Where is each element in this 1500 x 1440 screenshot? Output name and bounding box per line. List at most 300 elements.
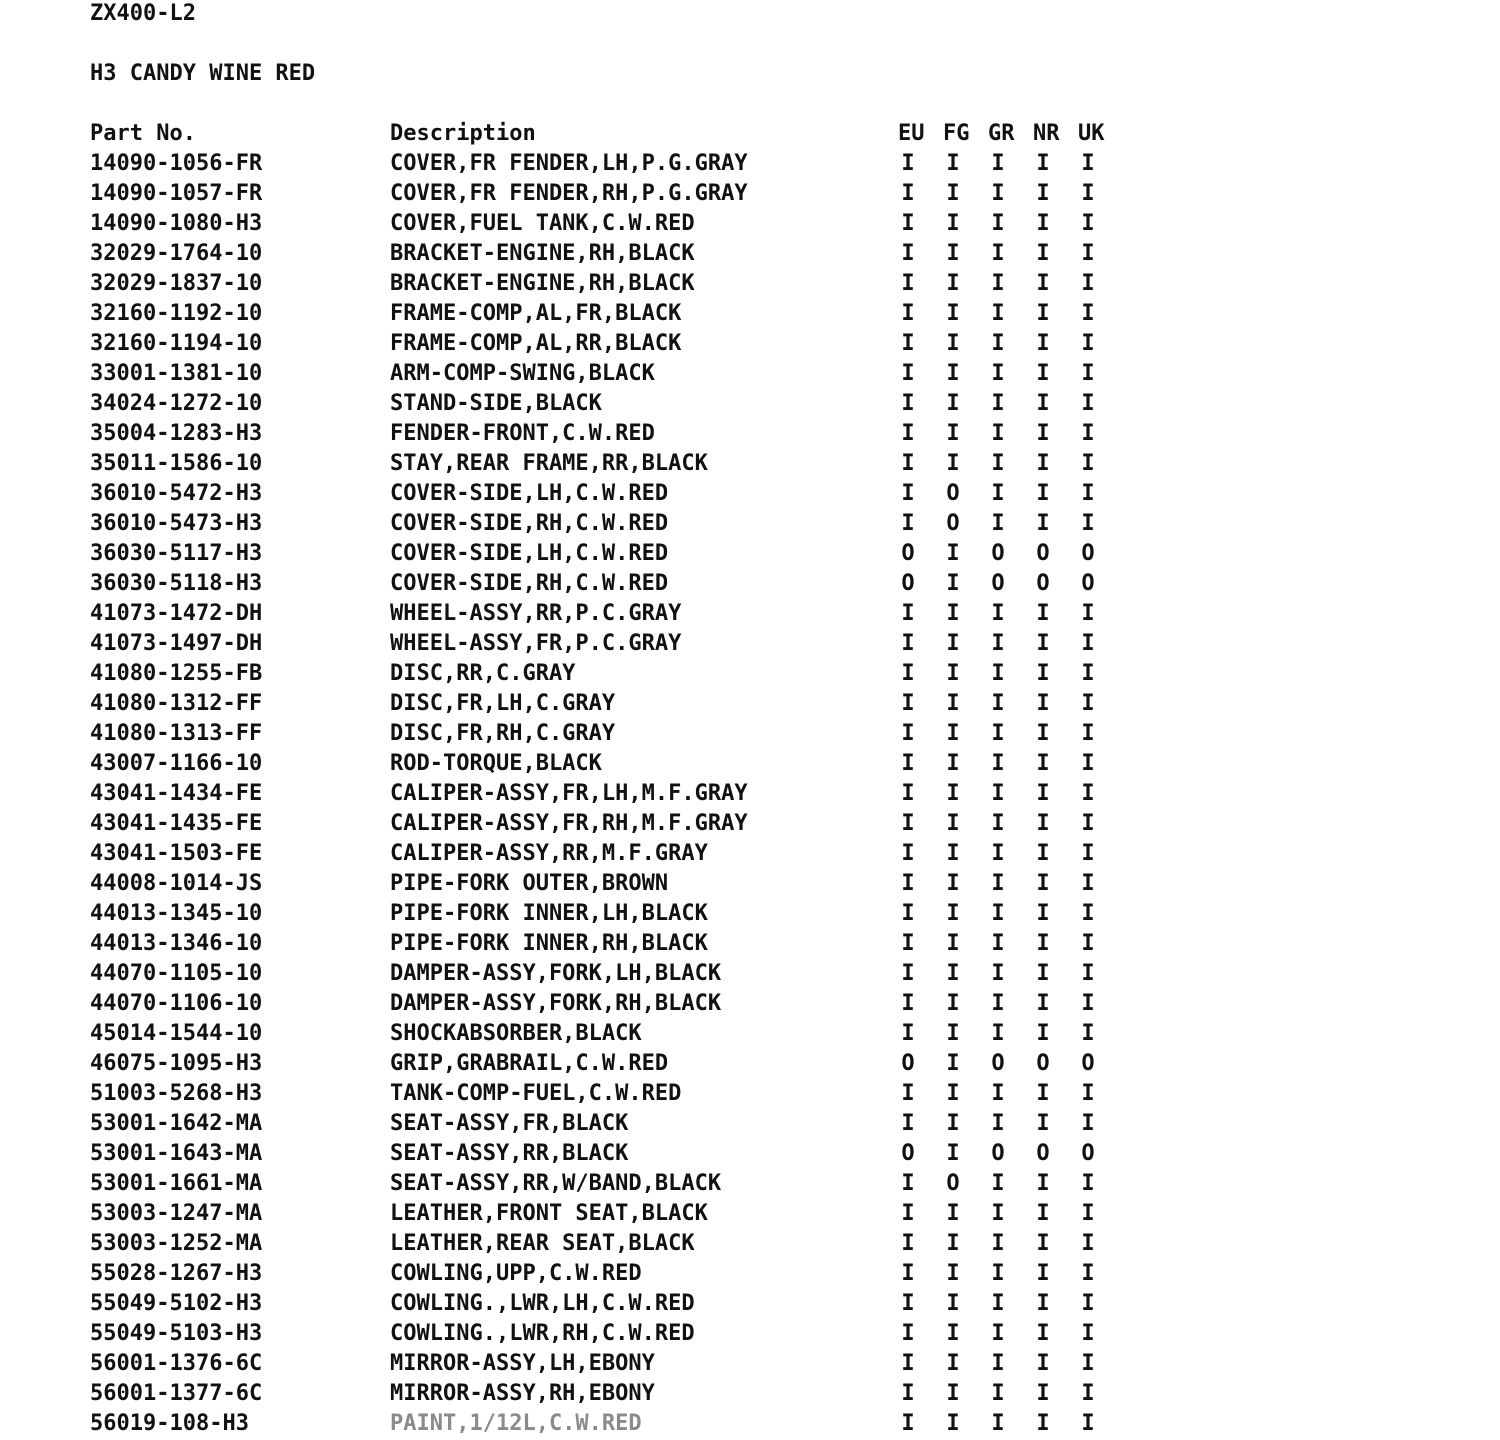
region-flag-gr: I	[991, 931, 1005, 956]
region-flag-nr: I	[1036, 151, 1050, 176]
part-number: 53001-1661-MA	[90, 1171, 263, 1196]
table-row	[0, 599, 1500, 629]
table-row	[0, 1319, 1500, 1349]
region-flag-eu: I	[901, 751, 915, 776]
region-flag-uk: I	[1081, 1351, 1095, 1376]
region-flag-gr: I	[991, 1381, 1005, 1406]
region-flag-gr: I	[991, 961, 1005, 986]
region-flag-fg: O	[946, 481, 960, 506]
part-description: FENDER-FRONT,C.W.RED	[390, 421, 655, 446]
region-flag-nr: I	[1036, 871, 1050, 896]
region-flag-eu: I	[901, 781, 915, 806]
table-row	[0, 1409, 1500, 1439]
table-row	[0, 659, 1500, 689]
table-row	[0, 569, 1500, 599]
region-flag-uk: I	[1081, 481, 1095, 506]
region-flag-uk: I	[1081, 811, 1095, 836]
region-flag-nr: I	[1036, 181, 1050, 206]
part-number: 44070-1106-10	[90, 991, 263, 1016]
region-flag-nr: I	[1036, 631, 1050, 656]
part-description: PIPE-FORK OUTER,BROWN	[390, 871, 669, 896]
header-region-fg: FG	[943, 121, 970, 146]
part-number: 34024-1272-10	[90, 391, 263, 416]
region-flag-fg: I	[946, 1351, 960, 1376]
region-flag-fg: O	[946, 1171, 960, 1196]
color-variant-title: H3 CANDY WINE RED	[90, 61, 316, 86]
region-flag-uk: I	[1081, 901, 1095, 926]
region-flag-fg: I	[946, 871, 960, 896]
region-flag-eu: O	[901, 1051, 915, 1076]
region-flag-fg: I	[946, 331, 960, 356]
table-row	[0, 449, 1500, 479]
region-flag-gr: I	[991, 361, 1005, 386]
region-flag-gr: I	[991, 661, 1005, 686]
part-description: MIRROR-ASSY,LH,EBONY	[390, 1351, 655, 1376]
region-flag-gr: I	[991, 721, 1005, 746]
region-flag-eu: I	[901, 331, 915, 356]
part-number: 53003-1252-MA	[90, 1231, 263, 1256]
part-number: 36030-5117-H3	[90, 541, 263, 566]
region-flag-eu: I	[901, 1081, 915, 1106]
part-number: 51003-5268-H3	[90, 1081, 263, 1106]
part-description: CALIPER-ASSY,RR,M.F.GRAY	[390, 841, 708, 866]
part-number: 33001-1381-10	[90, 361, 263, 386]
table-row	[0, 1289, 1500, 1319]
part-description: STAY,REAR FRAME,RR,BLACK	[390, 451, 708, 476]
part-number: 53001-1642-MA	[90, 1111, 263, 1136]
region-flag-eu: I	[901, 901, 915, 926]
region-flag-uk: I	[1081, 961, 1095, 986]
part-description: COVER,FR FENDER,LH,P.G.GRAY	[390, 151, 748, 176]
region-flag-gr: I	[991, 511, 1005, 536]
region-flag-nr: I	[1036, 1111, 1050, 1136]
region-flag-nr: I	[1036, 751, 1050, 776]
region-flag-uk: I	[1081, 391, 1095, 416]
part-number: 36010-5473-H3	[90, 511, 263, 536]
part-description: DISC,FR,RH,C.GRAY	[390, 721, 616, 746]
region-flag-eu: I	[901, 871, 915, 896]
part-description: DAMPER-ASSY,FORK,RH,BLACK	[390, 991, 722, 1016]
region-flag-fg: I	[946, 1141, 960, 1166]
table-row	[0, 389, 1500, 419]
region-flag-fg: I	[946, 991, 960, 1016]
region-flag-gr: I	[991, 481, 1005, 506]
region-flag-nr: I	[1036, 331, 1050, 356]
part-description: STAND-SIDE,BLACK	[390, 391, 602, 416]
region-flag-gr: I	[991, 181, 1005, 206]
part-number: 36030-5118-H3	[90, 571, 263, 596]
region-flag-nr: I	[1036, 421, 1050, 446]
region-flag-nr: I	[1036, 1321, 1050, 1346]
region-flag-nr: I	[1036, 1261, 1050, 1286]
table-row	[0, 209, 1500, 239]
region-flag-nr: O	[1036, 571, 1050, 596]
region-flag-fg: I	[946, 361, 960, 386]
part-number: 56019-108-H3	[90, 1411, 249, 1436]
part-description: SEAT-ASSY,FR,BLACK	[390, 1111, 629, 1136]
region-flag-uk: I	[1081, 361, 1095, 386]
region-flag-fg: I	[946, 1291, 960, 1316]
region-flag-fg: I	[946, 931, 960, 956]
region-flag-uk: I	[1081, 781, 1095, 806]
region-flag-gr: I	[991, 1261, 1005, 1286]
region-flag-uk: I	[1081, 1231, 1095, 1256]
table-row	[0, 329, 1500, 359]
region-flag-gr: O	[991, 1141, 1005, 1166]
region-flag-eu: I	[901, 1201, 915, 1226]
header-region-nr: NR	[1033, 121, 1060, 146]
region-flag-uk: I	[1081, 1021, 1095, 1046]
region-flag-gr: I	[991, 1351, 1005, 1376]
region-flag-gr: I	[991, 841, 1005, 866]
region-flag-nr: I	[1036, 1351, 1050, 1376]
part-description: WHEEL-ASSY,RR,P.C.GRAY	[390, 601, 682, 626]
part-number: 55049-5103-H3	[90, 1321, 263, 1346]
region-flag-eu: I	[901, 391, 915, 416]
region-flag-gr: I	[991, 271, 1005, 296]
region-flag-gr: I	[991, 451, 1005, 476]
table-row	[0, 479, 1500, 509]
part-description: DISC,RR,C.GRAY	[390, 661, 576, 686]
table-row	[0, 839, 1500, 869]
part-number: 41080-1313-FF	[90, 721, 263, 746]
region-flag-gr: I	[991, 901, 1005, 926]
region-flag-nr: I	[1036, 991, 1050, 1016]
region-flag-gr: I	[991, 691, 1005, 716]
part-number: 36010-5472-H3	[90, 481, 263, 506]
part-number: 44013-1346-10	[90, 931, 263, 956]
part-number: 55049-5102-H3	[90, 1291, 263, 1316]
part-description: WHEEL-ASSY,FR,P.C.GRAY	[390, 631, 682, 656]
region-flag-uk: I	[1081, 1321, 1095, 1346]
region-flag-gr: I	[991, 301, 1005, 326]
region-flag-nr: I	[1036, 391, 1050, 416]
region-flag-gr: I	[991, 1321, 1005, 1346]
region-flag-nr: I	[1036, 1021, 1050, 1046]
part-number: 14090-1056-FR	[90, 151, 263, 176]
table-row	[0, 1019, 1500, 1049]
part-description: DAMPER-ASSY,FORK,LH,BLACK	[390, 961, 722, 986]
region-flag-gr: I	[991, 151, 1005, 176]
region-flag-eu: I	[901, 661, 915, 686]
region-flag-fg: I	[946, 1411, 960, 1436]
region-flag-gr: I	[991, 601, 1005, 626]
region-flag-uk: I	[1081, 1411, 1095, 1436]
region-flag-fg: I	[946, 1261, 960, 1286]
part-description: COVER,FUEL TANK,C.W.RED	[390, 211, 695, 236]
table-row	[0, 1169, 1500, 1199]
table-row	[0, 719, 1500, 749]
part-description: SHOCKABSORBER,BLACK	[390, 1021, 642, 1046]
table-row	[0, 1049, 1500, 1079]
part-description: ARM-COMP-SWING,BLACK	[390, 361, 655, 386]
region-flag-eu: I	[901, 1261, 915, 1286]
table-row	[0, 989, 1500, 1019]
region-flag-fg: I	[946, 1231, 960, 1256]
region-flag-fg: I	[946, 961, 960, 986]
part-description: PAINT,1/12L,C.W.RED	[390, 1411, 642, 1436]
table-row	[0, 1259, 1500, 1289]
table-row	[0, 809, 1500, 839]
region-flag-uk: O	[1081, 1051, 1095, 1076]
region-flag-eu: I	[901, 961, 915, 986]
parts-table-body	[0, 149, 1500, 1439]
region-flag-eu: I	[901, 1321, 915, 1346]
table-row	[0, 899, 1500, 929]
region-flag-fg: I	[946, 1021, 960, 1046]
region-flag-gr: I	[991, 331, 1005, 356]
region-flag-eu: I	[901, 631, 915, 656]
region-flag-nr: I	[1036, 301, 1050, 326]
part-description: COVER-SIDE,LH,C.W.RED	[390, 541, 669, 566]
part-description: LEATHER,REAR SEAT,BLACK	[390, 1231, 695, 1256]
model-code: ZX400-L2	[90, 1, 196, 26]
part-number: 14090-1080-H3	[90, 211, 263, 236]
table-row	[0, 869, 1500, 899]
table-row	[0, 179, 1500, 209]
region-flag-nr: I	[1036, 1381, 1050, 1406]
part-number: 44008-1014-JS	[90, 871, 263, 896]
region-flag-eu: I	[901, 301, 915, 326]
region-flag-gr: I	[991, 1201, 1005, 1226]
table-row	[0, 359, 1500, 389]
region-flag-fg: I	[946, 811, 960, 836]
region-flag-eu: O	[901, 1141, 915, 1166]
part-description: COWLING,UPP,C.W.RED	[390, 1261, 642, 1286]
part-number: 43041-1503-FE	[90, 841, 263, 866]
part-description: CALIPER-ASSY,FR,RH,M.F.GRAY	[390, 811, 748, 836]
part-description: LEATHER,FRONT SEAT,BLACK	[390, 1201, 708, 1226]
region-flag-nr: I	[1036, 481, 1050, 506]
table-row	[0, 419, 1500, 449]
region-flag-uk: I	[1081, 721, 1095, 746]
part-description: COVER-SIDE,RH,C.W.RED	[390, 571, 669, 596]
header-region-uk: UK	[1078, 121, 1105, 146]
region-flag-gr: I	[991, 991, 1005, 1016]
part-number: 56001-1377-6C	[90, 1381, 263, 1406]
part-number: 41080-1255-FB	[90, 661, 263, 686]
part-description: COVER-SIDE,RH,C.W.RED	[390, 511, 669, 536]
part-number: 43007-1166-10	[90, 751, 263, 776]
region-flag-uk: I	[1081, 841, 1095, 866]
region-flag-eu: I	[901, 511, 915, 536]
region-flag-uk: I	[1081, 1171, 1095, 1196]
part-number: 32160-1192-10	[90, 301, 263, 326]
region-flag-nr: I	[1036, 901, 1050, 926]
table-row	[0, 929, 1500, 959]
region-flag-eu: I	[901, 451, 915, 476]
region-flag-fg: I	[946, 1321, 960, 1346]
part-number: 43041-1435-FE	[90, 811, 263, 836]
region-flag-eu: I	[901, 481, 915, 506]
region-flag-nr: I	[1036, 361, 1050, 386]
table-row	[0, 1139, 1500, 1169]
table-row	[0, 1199, 1500, 1229]
part-description: FRAME-COMP,AL,FR,BLACK	[390, 301, 682, 326]
region-flag-eu: I	[901, 211, 915, 236]
table-row	[0, 1079, 1500, 1109]
region-flag-gr: I	[991, 781, 1005, 806]
region-flag-eu: I	[901, 1111, 915, 1136]
part-description: BRACKET-ENGINE,RH,BLACK	[390, 241, 695, 266]
region-flag-eu: I	[901, 151, 915, 176]
part-description: GRIP,GRABRAIL,C.W.RED	[390, 1051, 669, 1076]
region-flag-fg: I	[946, 751, 960, 776]
region-flag-fg: I	[946, 1051, 960, 1076]
region-flag-eu: I	[901, 1231, 915, 1256]
part-description: SEAT-ASSY,RR,W/BAND,BLACK	[390, 1171, 722, 1196]
region-flag-nr: I	[1036, 271, 1050, 296]
region-flag-gr: I	[991, 421, 1005, 446]
table-row	[0, 539, 1500, 569]
table-row	[0, 149, 1500, 179]
region-flag-nr: I	[1036, 691, 1050, 716]
region-flag-fg: I	[946, 451, 960, 476]
region-flag-nr: I	[1036, 601, 1050, 626]
region-flag-fg: I	[946, 571, 960, 596]
region-flag-gr: I	[991, 241, 1005, 266]
region-flag-fg: I	[946, 901, 960, 926]
part-number: 56001-1376-6C	[90, 1351, 263, 1376]
part-number: 53003-1247-MA	[90, 1201, 263, 1226]
table-row	[0, 299, 1500, 329]
region-flag-eu: O	[901, 571, 915, 596]
region-flag-nr: I	[1036, 211, 1050, 236]
region-flag-nr: I	[1036, 241, 1050, 266]
region-flag-eu: I	[901, 1381, 915, 1406]
region-flag-nr: I	[1036, 931, 1050, 956]
part-description: FRAME-COMP,AL,RR,BLACK	[390, 331, 682, 356]
region-flag-nr: I	[1036, 721, 1050, 746]
region-flag-gr: I	[991, 631, 1005, 656]
region-flag-gr: I	[991, 751, 1005, 776]
region-flag-nr: I	[1036, 661, 1050, 686]
region-flag-eu: I	[901, 1291, 915, 1316]
part-number: 41073-1472-DH	[90, 601, 263, 626]
part-description: MIRROR-ASSY,RH,EBONY	[390, 1381, 655, 1406]
part-description: BRACKET-ENGINE,RH,BLACK	[390, 271, 695, 296]
region-flag-uk: I	[1081, 601, 1095, 626]
region-flag-eu: I	[901, 991, 915, 1016]
region-flag-eu: I	[901, 1411, 915, 1436]
part-description: ROD-TORQUE,BLACK	[390, 751, 602, 776]
table-row	[0, 239, 1500, 269]
part-description: COVER-SIDE,LH,C.W.RED	[390, 481, 669, 506]
part-number: 46075-1095-H3	[90, 1051, 263, 1076]
part-description: CALIPER-ASSY,FR,LH,M.F.GRAY	[390, 781, 748, 806]
table-row	[0, 269, 1500, 299]
region-flag-fg: I	[946, 421, 960, 446]
region-flag-uk: I	[1081, 331, 1095, 356]
region-flag-uk: I	[1081, 301, 1095, 326]
region-flag-nr: I	[1036, 1231, 1050, 1256]
region-flag-uk: I	[1081, 1081, 1095, 1106]
region-flag-uk: I	[1081, 991, 1095, 1016]
region-flag-gr: I	[991, 1411, 1005, 1436]
region-flag-fg: I	[946, 601, 960, 626]
header-part-no: Part No.	[90, 121, 196, 146]
region-flag-gr: I	[991, 871, 1005, 896]
region-flag-nr: I	[1036, 961, 1050, 986]
region-flag-nr: I	[1036, 1081, 1050, 1106]
region-flag-eu: I	[901, 931, 915, 956]
table-row	[0, 1349, 1500, 1379]
region-flag-eu: I	[901, 241, 915, 266]
region-flag-fg: O	[946, 511, 960, 536]
region-flag-nr: I	[1036, 1201, 1050, 1226]
header-description: Description	[390, 121, 536, 146]
part-number: 53001-1643-MA	[90, 1141, 263, 1166]
region-flag-nr: I	[1036, 781, 1050, 806]
region-flag-uk: I	[1081, 421, 1095, 446]
region-flag-gr: I	[991, 391, 1005, 416]
region-flag-fg: I	[946, 1201, 960, 1226]
region-flag-eu: I	[901, 841, 915, 866]
region-flag-uk: I	[1081, 1381, 1095, 1406]
region-flag-nr: I	[1036, 511, 1050, 536]
part-number: 55028-1267-H3	[90, 1261, 263, 1286]
region-flag-uk: I	[1081, 631, 1095, 656]
region-flag-uk: I	[1081, 931, 1095, 956]
region-flag-uk: I	[1081, 451, 1095, 476]
part-number: 32029-1837-10	[90, 271, 263, 296]
region-flag-fg: I	[946, 181, 960, 206]
region-flag-fg: I	[946, 151, 960, 176]
region-flag-uk: I	[1081, 511, 1095, 536]
region-flag-gr: I	[991, 1231, 1005, 1256]
table-row	[0, 959, 1500, 989]
part-description: PIPE-FORK INNER,LH,BLACK	[390, 901, 708, 926]
region-flag-eu: I	[901, 691, 915, 716]
region-flag-uk: I	[1081, 181, 1095, 206]
region-flag-gr: I	[991, 1111, 1005, 1136]
region-flag-uk: I	[1081, 1201, 1095, 1226]
region-flag-eu: O	[901, 541, 915, 566]
region-flag-fg: I	[946, 301, 960, 326]
part-description: PIPE-FORK INNER,RH,BLACK	[390, 931, 708, 956]
part-description: COWLING.,LWR,RH,C.W.RED	[390, 1321, 695, 1346]
region-flag-uk: I	[1081, 871, 1095, 896]
region-flag-uk: I	[1081, 691, 1095, 716]
table-row	[0, 1109, 1500, 1139]
region-flag-eu: I	[901, 1021, 915, 1046]
region-flag-eu: I	[901, 181, 915, 206]
part-number: 44070-1105-10	[90, 961, 263, 986]
region-flag-nr: I	[1036, 1291, 1050, 1316]
region-flag-uk: O	[1081, 1141, 1095, 1166]
part-number: 45014-1544-10	[90, 1021, 263, 1046]
region-flag-eu: I	[901, 361, 915, 386]
region-flag-eu: I	[901, 1351, 915, 1376]
region-flag-nr: I	[1036, 451, 1050, 476]
region-flag-uk: I	[1081, 211, 1095, 236]
region-flag-nr: I	[1036, 841, 1050, 866]
region-flag-gr: I	[991, 1081, 1005, 1106]
region-flag-eu: I	[901, 721, 915, 746]
region-flag-uk: I	[1081, 1291, 1095, 1316]
part-number: 41080-1312-FF	[90, 691, 263, 716]
region-flag-fg: I	[946, 631, 960, 656]
region-flag-eu: I	[901, 1171, 915, 1196]
table-row	[0, 749, 1500, 779]
region-flag-uk: O	[1081, 541, 1095, 566]
table-row	[0, 1379, 1500, 1409]
part-description: COVER,FR FENDER,RH,P.G.GRAY	[390, 181, 748, 206]
region-flag-fg: I	[946, 1381, 960, 1406]
part-number: 44013-1345-10	[90, 901, 263, 926]
region-flag-fg: I	[946, 1111, 960, 1136]
part-number: 35011-1586-10	[90, 451, 263, 476]
